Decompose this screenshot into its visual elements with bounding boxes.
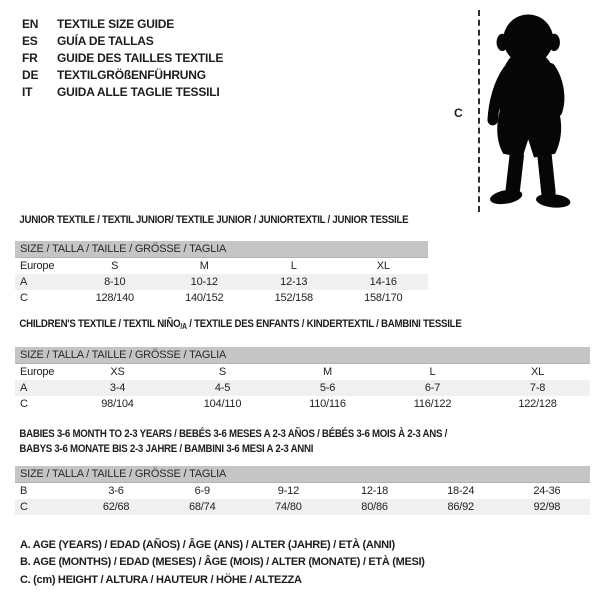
cell: 104/110 bbox=[203, 397, 242, 410]
cell: M bbox=[199, 259, 209, 272]
cell: 110/116 bbox=[309, 397, 346, 410]
row-label: A bbox=[20, 381, 28, 394]
row-label: Europe bbox=[20, 365, 55, 378]
row-label: C bbox=[20, 291, 28, 304]
row-label: A bbox=[20, 275, 28, 288]
size-header-label: SIZE / TALLA / TAILLE / GRÖSSE / TAGLIA bbox=[15, 466, 590, 483]
language-code: IT bbox=[22, 85, 33, 100]
language-code: ES bbox=[22, 33, 38, 48]
cell: 68/74 bbox=[188, 500, 216, 513]
cell: M bbox=[323, 365, 332, 378]
cell: 9-12 bbox=[277, 484, 299, 497]
baby-silhouette-icon bbox=[486, 10, 582, 212]
cell: XL bbox=[530, 365, 545, 378]
childrens-textile-table bbox=[15, 318, 590, 412]
size-header-label: SIZE / TALLA / TAILLE / GRÖSSE / TAGLIA bbox=[15, 347, 590, 364]
cell: 62/68 bbox=[102, 500, 130, 513]
junior-size-table bbox=[15, 241, 428, 306]
cell: 80/86 bbox=[361, 500, 388, 513]
legend-line-b: B. AGE (MONTHS) / EDAD (MESES) / ÂGE (MOIS) / ALTER (MONATE) / ETÀ (MESI) bbox=[20, 556, 425, 569]
cell: L bbox=[429, 365, 436, 378]
cell: 14-16 bbox=[369, 275, 397, 288]
cell: 24-36 bbox=[533, 484, 561, 497]
language-title: TEXTILE SIZE GUIDE bbox=[57, 16, 175, 31]
language-row-de bbox=[22, 67, 223, 84]
babies-size-table bbox=[15, 466, 590, 515]
language-row-fr bbox=[22, 49, 223, 66]
cell: 128/140 bbox=[95, 291, 134, 304]
cell: 116/122 bbox=[413, 397, 452, 410]
height-figure bbox=[452, 6, 598, 216]
cell: 152/158 bbox=[274, 291, 313, 304]
table-row-age bbox=[15, 274, 428, 290]
cell: 18-24 bbox=[447, 484, 475, 497]
language-row-it bbox=[22, 84, 223, 101]
language-row-es bbox=[22, 32, 223, 49]
cell: 92/98 bbox=[533, 500, 561, 513]
legend-line-a: A. AGE (YEARS) / EDAD (AÑOS) / ÂGE (ANS) / ALTER (JAHRE) / ETÀ (ANNI) bbox=[20, 539, 395, 551]
language-title: GUIDE DES TAILLES TEXTILE bbox=[57, 50, 224, 65]
language-title: GUÍA DE TALLAS bbox=[57, 33, 154, 48]
row-label: Europe bbox=[20, 259, 55, 272]
table-title-line2: BABYS 3-6 MONATE BIS 2-3 JAHRE / BAMBINI 3-6 MESI A 2-3 ANNI bbox=[19, 443, 314, 455]
cell: 86/92 bbox=[447, 500, 474, 513]
junior-textile-table bbox=[15, 214, 428, 306]
table-row-europe bbox=[15, 364, 590, 380]
language-title: GUIDA ALLE TAGLIE TESSILI bbox=[57, 85, 220, 100]
cell: S bbox=[111, 259, 119, 272]
size-header-label: SIZE / TALLA / TAILLE / GRÖSSE / TAGLIA bbox=[15, 241, 428, 258]
cell: 3-6 bbox=[108, 484, 124, 497]
title-subscript: /A bbox=[180, 322, 187, 331]
height-dashed-line bbox=[478, 10, 480, 212]
cell: 74/80 bbox=[275, 500, 302, 513]
cell: 6-9 bbox=[194, 484, 210, 497]
size-header-bar bbox=[15, 347, 590, 364]
size-header-bar bbox=[15, 466, 590, 483]
measure-legend bbox=[20, 537, 425, 589]
table-row-height bbox=[15, 396, 590, 412]
language-title: TEXTILGRÖßENFÜHRUNG bbox=[57, 68, 206, 83]
table-title-line1: BABIES 3-6 MONTH TO 2-3 YEARS / BEBÉS 3-6 MESES A 2-3 AÑOS / BÉBÉS 3-6 MOIS À 2-3 ANS / bbox=[19, 428, 448, 440]
cell: 140/152 bbox=[185, 291, 224, 304]
table-title bbox=[15, 318, 521, 333]
cell: 7-8 bbox=[529, 381, 546, 394]
cell: 98/104 bbox=[101, 397, 134, 410]
cell: 6-7 bbox=[424, 381, 441, 394]
table-row-months bbox=[15, 483, 590, 499]
row-label: C bbox=[20, 397, 28, 410]
row-label: C bbox=[20, 500, 28, 513]
cell: 4-5 bbox=[214, 381, 231, 394]
language-code: DE bbox=[22, 68, 39, 83]
title-text: CHILDREN'S TEXTILE / TEXTIL NIÑO bbox=[19, 318, 181, 330]
table-row-age bbox=[15, 380, 590, 396]
language-code: EN bbox=[22, 16, 39, 31]
height-measure-label: C bbox=[454, 106, 463, 120]
row-label: B bbox=[20, 484, 28, 497]
cell: 10-12 bbox=[190, 275, 218, 288]
language-list bbox=[22, 15, 223, 101]
childrens-size-table bbox=[15, 347, 590, 412]
table-title: JUNIOR TEXTILE / TEXTIL JUNIOR/ TEXTILE JUNIOR / JUNIORTEXTIL / JUNIOR TESSILE bbox=[19, 214, 409, 226]
cell: XL bbox=[376, 259, 390, 272]
cell: 3-4 bbox=[109, 381, 126, 394]
cell: 12-13 bbox=[280, 275, 308, 288]
language-row-en bbox=[22, 15, 223, 32]
cell: XS bbox=[110, 365, 125, 378]
cell: S bbox=[218, 365, 227, 378]
babies-textile-table bbox=[15, 427, 590, 515]
table-row-height bbox=[15, 290, 428, 306]
cell: 5-6 bbox=[319, 381, 336, 394]
legend-line-c: C. (cm) HEIGHT / ALTURA / HAUTEUR / HÖHE / ALTEZZA bbox=[20, 573, 302, 586]
table-row-height bbox=[15, 499, 590, 515]
cell: L bbox=[290, 259, 297, 272]
table-row-europe bbox=[15, 258, 428, 274]
cell: 122/128 bbox=[518, 397, 557, 410]
title-text: / TEXTILE DES ENFANTS / KINDERTEXTIL / BAMBINI TESSILE bbox=[186, 318, 462, 330]
language-code: FR bbox=[22, 50, 38, 65]
cell: 12-18 bbox=[360, 484, 389, 497]
cell: 8-10 bbox=[104, 275, 126, 288]
cell: 158/170 bbox=[364, 291, 403, 304]
size-header-bar bbox=[15, 241, 428, 258]
